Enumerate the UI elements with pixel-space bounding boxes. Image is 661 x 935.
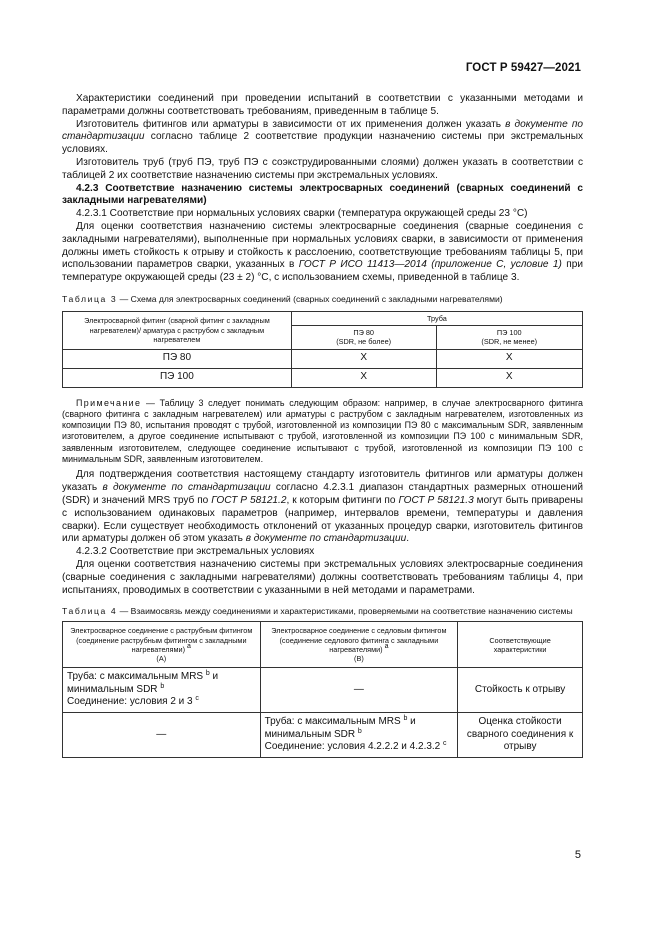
table3-caption-label: Таблица 3 bbox=[62, 293, 118, 304]
table3-cell: X bbox=[436, 368, 583, 387]
table3-row-label: ПЭ 80 bbox=[63, 349, 292, 368]
p2-text-a: Изготовитель фитингов или арматуры в зависимости от их применения должен указать bbox=[76, 118, 506, 130]
table3-note bbox=[62, 398, 583, 466]
table4-cell-c: Оценка стойкости сварного соединения к отрыву bbox=[458, 712, 583, 757]
p2-text-b: согласно таблице 2 соответствие продукции назначению системы при экстремальных условиях. bbox=[62, 131, 583, 156]
table4-header-b: Электросварное соединение с седловым фитингом (соединение седлового фитинга с закладными нагревателями) $^a$ (В) bbox=[260, 622, 458, 668]
table4-cell-b: — bbox=[260, 668, 458, 713]
subsection-heading-4-2-3-1: 4.2.3.1 Соответствие при нормальных условиях сварки (температура окружающей среды 23 °С) bbox=[76, 208, 528, 220]
p5-emphasis-1: в документе по стандартизации bbox=[102, 482, 271, 494]
table3-cell: X bbox=[291, 349, 436, 368]
p4-text-b: при температуре окружающей среды (23 ± 2) °С, с использованием схемы, приведенной в таблице 3. bbox=[62, 259, 583, 284]
paragraph-pipe-manufacturer: Изготовитель труб (труб ПЭ, труб ПЭ с соэкструдированными слоями) должен указать в соответствии с таблицей 2 их соответствие назначению системы при экстремальных условиях. bbox=[62, 156, 583, 181]
table3-caption-text: — Схема для электросварных соединений (сварных соединений с закладными нагревателями) bbox=[117, 293, 503, 304]
table4-header-c: Соответствующие характеристики bbox=[458, 622, 583, 668]
table4-header-a: Электросварное соединение с раструбным фитингом (соединение раструбным фитингом с закладными нагревателями) $^a$ (А) bbox=[63, 622, 261, 668]
paragraph-normal-conditions bbox=[62, 221, 583, 285]
p5-emphasis-2: ГОСТ Р 58121.2 bbox=[211, 494, 287, 506]
subsection-heading-4-2-3-2: 4.2.3.2 Соответствие при экстремальных условиях bbox=[76, 546, 315, 558]
table3-header-pipe: Труба bbox=[291, 311, 582, 325]
table3-header-pe80: ПЭ 80 (SDR, не более) bbox=[291, 326, 436, 349]
table3-header-row bbox=[63, 311, 583, 325]
table4-cell-a: — bbox=[63, 712, 261, 757]
document-body bbox=[62, 93, 583, 758]
note-text: — Таблицу 3 следует понимать следующим образом: например, в случае электросварного фитинга (сварного фитинга с закладным нагревателем) или арматуры с раструбом с закладным нагревателем, изготовленных из композиции ПЭ 80, испытания проводят с трубой, изготовленной из композиции ПЭ 80 с максимальным SDR, заявленным изготовителем, а другое соединение испытывают с трубой, изготовленной из композиции ПЭ 100 с минимальным SDR, заявленным изготовителем, следующее соединение испытывают с трубой, изготовленной из композиции ПЭ 100 с минимальным SDR, заявленным изготовителем. bbox=[62, 397, 583, 465]
table4-caption-text: — Взаимосвязь между соединениями и характеристиками, проверяемыми на соответствие назначению системы bbox=[117, 606, 573, 617]
table3-cell: X bbox=[291, 368, 436, 387]
table4-cell-c: Стойкость к отрыву bbox=[458, 668, 583, 713]
page-number: 5 bbox=[574, 849, 581, 861]
document-header: ГОСТ Р 59427—2021 bbox=[465, 62, 581, 74]
paragraph-characteristics: Характеристики соединений при проведении испытаний в соответствии с указанными методами и параметрами должны соответствовать требованиям, приведенным в таблице 5. bbox=[62, 93, 583, 117]
table-row bbox=[63, 668, 583, 713]
p2-emphasis: в документе по стандартизации bbox=[62, 118, 583, 143]
section-heading-4-2-3: 4.2.3 Соответствие назначению системы электросварных соединений (сварных соединений с закладными нагревателями) bbox=[62, 182, 583, 207]
table-row bbox=[63, 368, 583, 387]
table3-caption bbox=[62, 294, 583, 305]
table4-header-row bbox=[63, 622, 583, 668]
table4-caption bbox=[62, 606, 583, 617]
table4-cell-b: Труба: с максимальным MRS $^b$ и минимальным SDR $^b$ Соединение: условия 4.2.2.2 и 4.2.3.2 $^c$ bbox=[260, 712, 458, 757]
table4-cell-a: Труба: с максимальным MRS $^b$ и минимальным SDR $^b$ Соединение: условия 2 и 3 $^c$ bbox=[63, 668, 261, 713]
table3-cell: X bbox=[436, 349, 583, 368]
paragraph-confirmation: Для подтверждения соответствия настоящему стандарту изготовитель фитингов или арматуры должен указать в документе по стандартизации согласно 4.2.3.1 диапазон стандартных размерных отношений (SDR) и значений MRS труб по ГОСТ Р 58121.2, к которым фитинги по ГОСТ Р 58121.3 могут быть приварены с использованием одинаковых параметров (например, интервалов времени, температуры и давления сварки). Если существует необходимость отклонений от указанных процедур сварки, изготовитель фитингов или арматуры должен об этом указать в документе по стандартизации. bbox=[62, 469, 583, 545]
table4 bbox=[62, 621, 583, 757]
table-row bbox=[63, 349, 583, 368]
paragraph-extreme-conditions: Для оценки соответствия назначению системы при экстремальных условиях электросварные соединения (сварные соединения с закладными нагревателями) должны соответствовать требованиям таблицы 4, при испытаниях, проводимых в соответствии с указанными в ней методами и параметрами. bbox=[62, 558, 583, 596]
table-row bbox=[63, 712, 583, 757]
p4-text-a: Для оценки соответствия назначению системы электросварные соединения (сварные соединения с закладными нагревателями), выполненные при нормальных условиях сварки, в зависимости от применения должны иметь стойкость к отрыву и стойкость к расслоению, соответствующие требованиям таблицы 5, при использовании параметров сварки, указанных в bbox=[62, 220, 583, 271]
p5-emphasis-4: в документе по стандартизации bbox=[245, 533, 407, 545]
table3 bbox=[62, 311, 583, 388]
paragraph-fittings-manufacturer bbox=[62, 119, 583, 157]
table4-caption-label: Таблица 4 bbox=[62, 606, 118, 617]
p5-emphasis-3: ГОСТ Р 58121.3 bbox=[398, 494, 474, 506]
table3-header-fitting: Электросварной фитинг (сварной фитинг с закладным нагревателем)/ арматура с раструбом с закладным нагревателем bbox=[63, 311, 292, 349]
p4-emphasis: ГОСТ Р ИСО 11413—2014 (приложение С, условие 1) bbox=[298, 259, 562, 271]
table3-row-label: ПЭ 100 bbox=[63, 368, 292, 387]
note-label: Примечание bbox=[76, 397, 142, 408]
table3-header-pe100: ПЭ 100 (SDR, не менее) bbox=[436, 326, 583, 349]
